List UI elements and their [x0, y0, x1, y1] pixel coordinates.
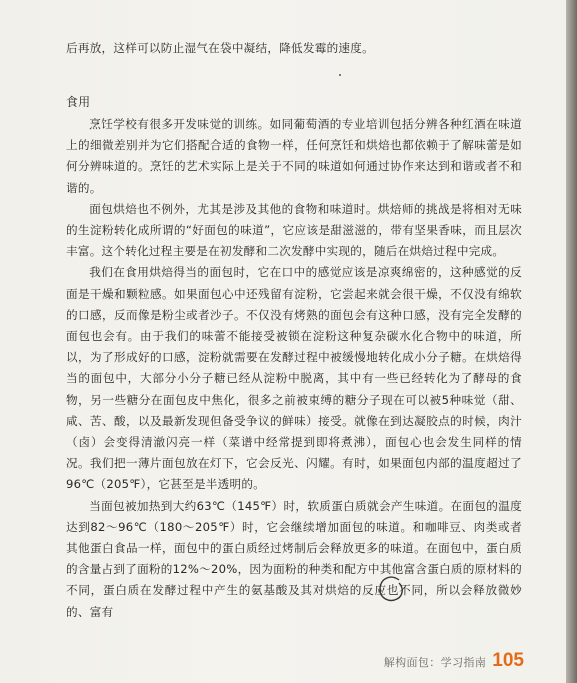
paragraph-2: 面包烘焙也不例外，尤其是涉及其他的食物和味道时。烘焙师的挑战是将相对无味的生淀粉转化成所谓的“好面包的味道”，它应该是甜滋滋的，带有坚果香味，而且层次丰富。这个转化过程主要是在初发酵和二次发酵中实现的，随后在烘焙过程中完成。 — [66, 201, 522, 259]
top-paragraph: 后再放，这样可以防止湿气在袋中凝结，降低发霉的速度。 — [66, 41, 374, 55]
body-text — [66, 114, 522, 623]
paragraph-4: 当面包被加热到大约63℃（145℉）时，软质蛋白质就会产生味道。在面包的温度达到82～96℃（180～205℉）时，它会继续增加面包的味道。和咖啡豆、肉类或者其他蛋白食品一样，面包中的蛋白质经过烤制后会释放更多的味道。在面包中，蛋白质的含量占到了面粉的12%～20%，因为面粉的种类和配方中其他富含蛋白质的原材料的不同，蛋白质在发酵过程中产生的氨基酸及其对烘焙的反应也不同，所以会释放微妙的、富有 — [66, 498, 522, 619]
section-heading: 食用 — [66, 95, 91, 109]
page-edge-shadow — [566, 0, 577, 683]
page-footer — [384, 650, 524, 672]
print-speck — [339, 74, 341, 76]
footer-book-title: 解构面包：学习指南 — [383, 656, 487, 669]
page-number: 105 — [492, 650, 524, 671]
paragraph-3: 我们在食用烘焙得当的面包时，它在口中的感觉应该是凉爽绵密的，这种感觉的反面是干燥和颗粒感。如果面包心中还残留有淀粉，它尝起来就会很干燥，不仅没有绵软的口感，反而像是粉尘或者沙子。不仅没有烤熟的面包会有这种口感，没有完全发酵的面包也会有。由于我们的味蕾不能接受被锁在淀粉这种复杂碳水化合物中的味道，所以，为了形成好的口感，淀粉就需要在发酵过程中被缓慢地转化成小分子糖。在烘焙得当的面包中，大部分小分子糖已经从淀粉中脱离，其中有一些已经转化为了酵母的食物，另一些糖分在面包皮中焦化，很多之前被束缚的糖分子现在可以被5种味觉（甜、咸、苦、酸，以及最新发现但备受争议的鲜味）接受。就像在到达凝胶点的时候，肉汁（卤）会变得清澈闪亮一样（菜谱中经常提到即将煮沸），面包心也会发生同样的情况。我们把一薄片面包放在灯下，它会反光、闪耀。有时，如果面包内部的温度超过了96℃（205℉），它甚至是半透明的。 — [66, 265, 522, 492]
paragraph-1: 烹饪学校有很多开发味觉的训练。如同葡萄酒的专业培训包括分辨各种红酒在味道上的细微差别并为它们搭配合适的食物一样，任何烹饪和烘焙也都依赖于了解味蕾是如何分辨味道的。烹饪的艺术实际上是关于不同的味道如何通过协作来达到和谐或者不和谐的。 — [66, 117, 522, 195]
pen-circle-mark — [377, 574, 405, 604]
